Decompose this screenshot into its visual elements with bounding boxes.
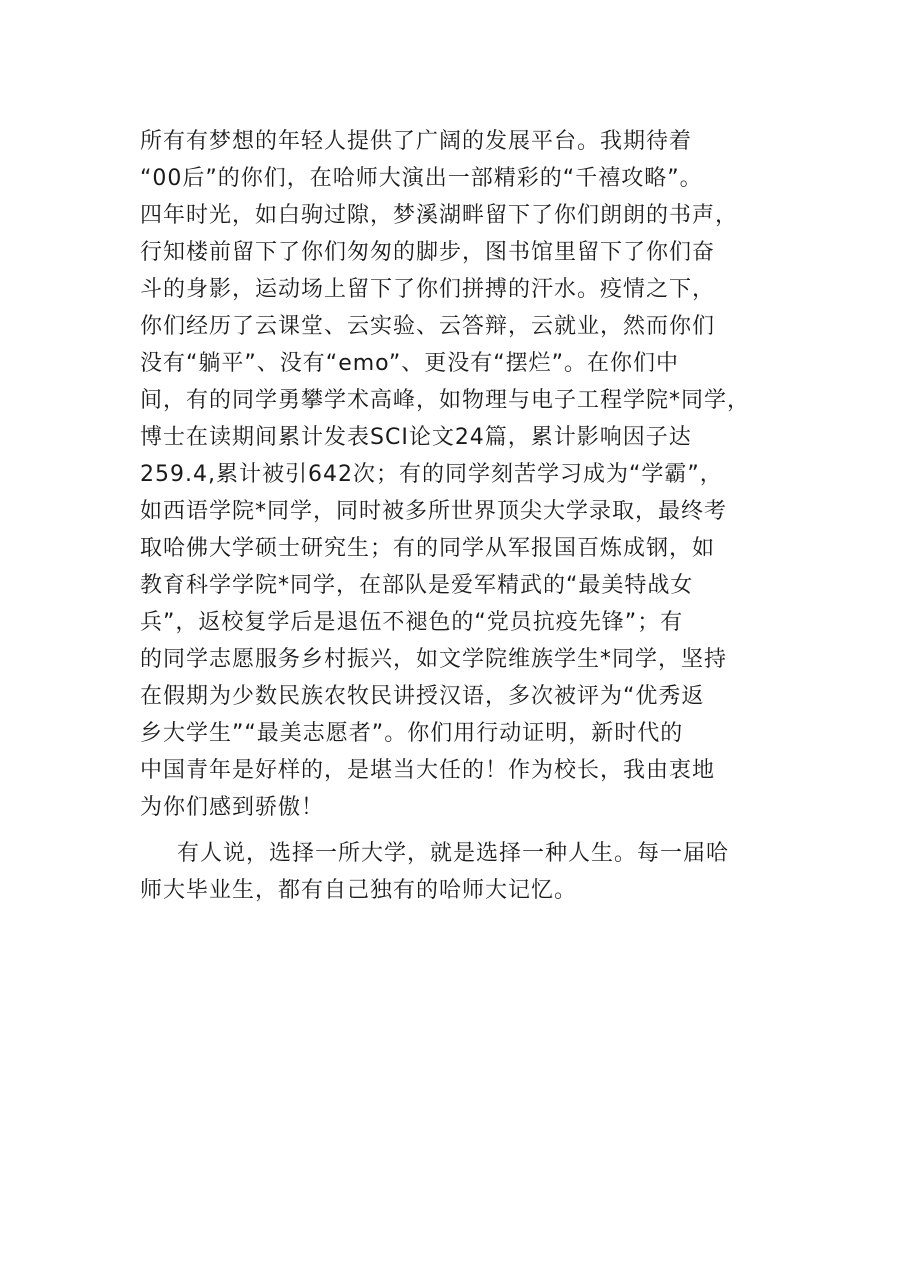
text-line: 间，有的同学勇攀学术高峰，如物理与电子工程学院*同学， <box>140 388 751 413</box>
text-line: 没有“躺平”、没有“emo”、更没有“摆烂”。在你们中 <box>140 351 680 376</box>
text-line: 所有有梦想的年轻人提供了广阔的发展平台。我期待着 <box>140 129 693 154</box>
text-line: 斗的身影，运动场上留下了你们拼搏的汗水。疫情之下， <box>140 277 716 302</box>
text-line: 在假期为少数民族农牧民讲授汉语，多次被评为“优秀返 <box>140 684 705 709</box>
text-line: 中国青年是好样的，是堪当大任的！作为校长，我由衷地 <box>140 758 716 783</box>
document-body <box>140 123 790 909</box>
text-line: 取哈佛大学硕士研究生；有的同学从军报国百炼成钢，如 <box>140 536 716 561</box>
text-line: 兵”，返校复学后是退伍不褪色的“党员抗疫先锋”；有 <box>140 610 684 635</box>
text-line: 如西语学院*同学，同时被多所世界顶尖大学录取，最终考 <box>140 499 728 524</box>
text-line: 的同学志愿服务乡村振兴，如文学院维族学生*同学，坚持 <box>140 647 728 672</box>
text-line: 行知楼前留下了你们匆匆的脚步，图书馆里留下了你们奋 <box>140 240 716 265</box>
text-line: 教育科学学院*同学，在部队是爱军精武的“最美特战女 <box>140 573 694 598</box>
text-line: “00后”的你们，在哈师大演出一部精彩的“千禧攻略”。 <box>140 166 703 191</box>
text-line: 为你们感到骄傲！ <box>140 795 325 820</box>
text-line: 四年时光，如白驹过隙，梦溪湖畔留下了你们朗朗的书声， <box>140 203 739 228</box>
text-line: 乡大学生”“最美志愿者”。你们用行动证明，新时代的 <box>140 721 684 746</box>
text-line: 博士在读期间累计发表SCI论文24篇，累计影响因子达 <box>140 425 692 450</box>
text-line: 师大毕业生，都有自己独有的哈师大记忆。 <box>140 878 578 903</box>
text-line: 259.4,累计被引642次；有的同学刻苦学习成为“学霸”， <box>140 462 723 487</box>
text-line: 有人说，选择一所大学，就是选择一种人生。每一届哈 <box>177 841 730 866</box>
text-line: 你们经历了云课堂、云实验、云答辩，云就业，然而你们 <box>140 314 716 339</box>
